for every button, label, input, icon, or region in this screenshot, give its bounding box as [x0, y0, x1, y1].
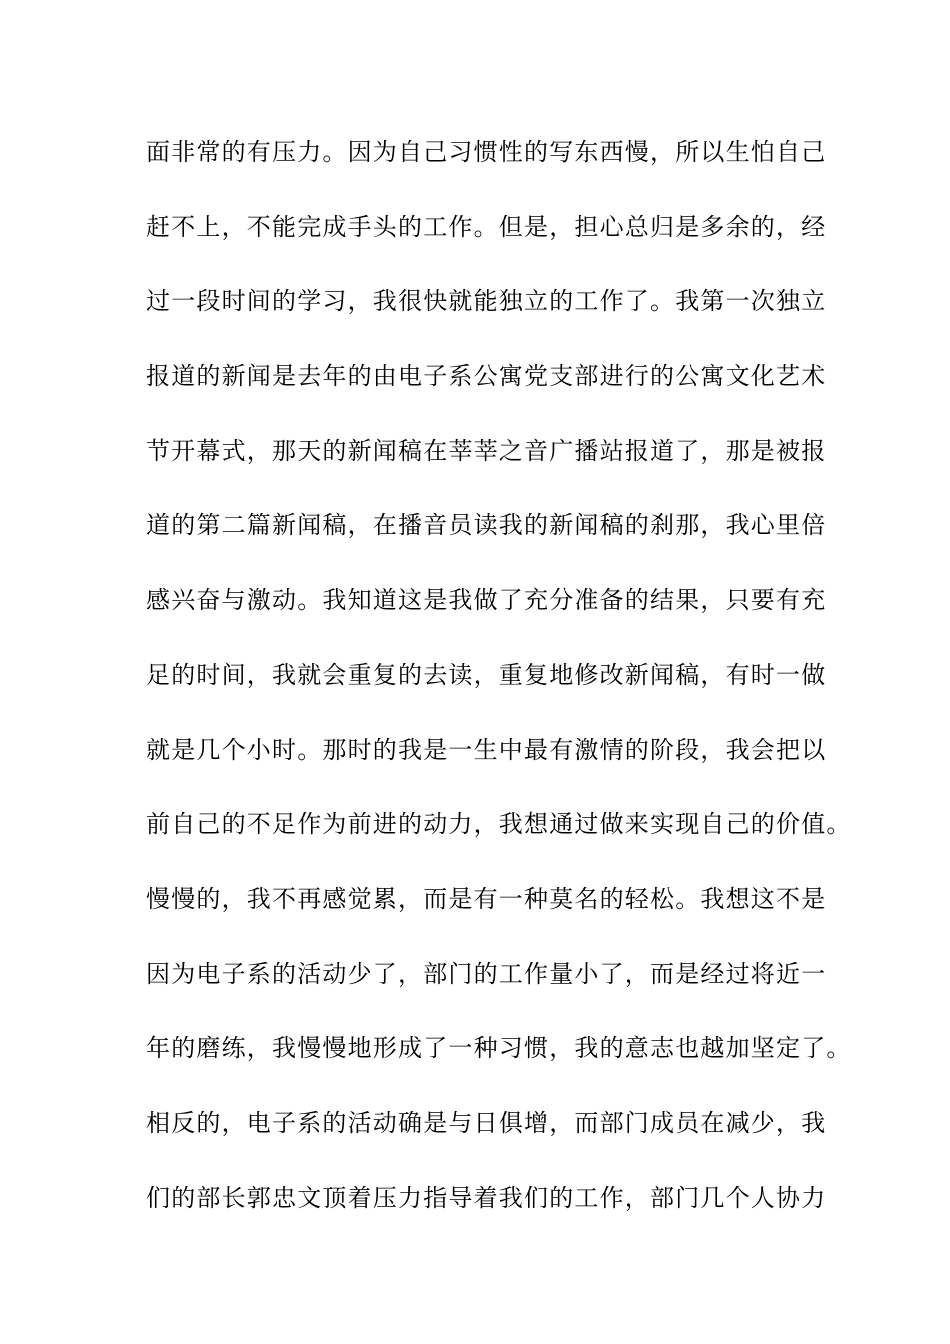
body-text — [146, 132, 852, 1252]
text-line: 足的时间，我就会重复的去读，重复地修改新闻稿，有时一做 — [146, 660, 827, 689]
text-line: 过一段时间的学习，我很快就能独立的工作了。我第一次独立 — [146, 287, 827, 316]
text-line: 相反的，电子系的活动确是与日俱增，而部门成员在减少，我 — [146, 1108, 827, 1137]
text-line: 年的磨练，我慢慢地形成了一种习惯，我的意志也越加坚定了。 — [146, 1034, 852, 1063]
text-line: 感兴奋与激动。我知道这是我做了充分准备的结果，只要有充 — [146, 586, 827, 615]
text-line: 们的部长郭忠文顶着压力指导着我们的工作，部门几个人协力 — [146, 1183, 827, 1212]
text-line: 赶不上，不能完成手头的工作。但是，担心总归是多余的，经 — [146, 212, 827, 241]
text-line: 报道的新闻是去年的由电子系公寓党支部进行的公寓文化艺术 — [146, 362, 827, 391]
text-line: 前自己的不足作为前进的动力，我想通过做来实现自己的价值。 — [146, 810, 852, 839]
text-line: 节开幕式，那天的新闻稿在莘莘之音广播站报道了，那是被报 — [146, 436, 827, 465]
text-line: 道的第二篇新闻稿，在播音员读我的新闻稿的刹那，我心里倍 — [146, 511, 827, 540]
text-line: 面非常的有压力。因为自己习惯性的写东西慢，所以生怕自己 — [146, 138, 827, 166]
text-line: 因为电子系的活动少了，部门的工作量小了，而是经过将近一 — [146, 959, 827, 988]
text-line: 慢慢的，我不再感觉累，而是有一种莫名的轻松。我想这不是 — [146, 884, 827, 913]
text-line: 就是几个小时。那时的我是一生中最有激情的阶段，我会把以 — [146, 735, 827, 764]
